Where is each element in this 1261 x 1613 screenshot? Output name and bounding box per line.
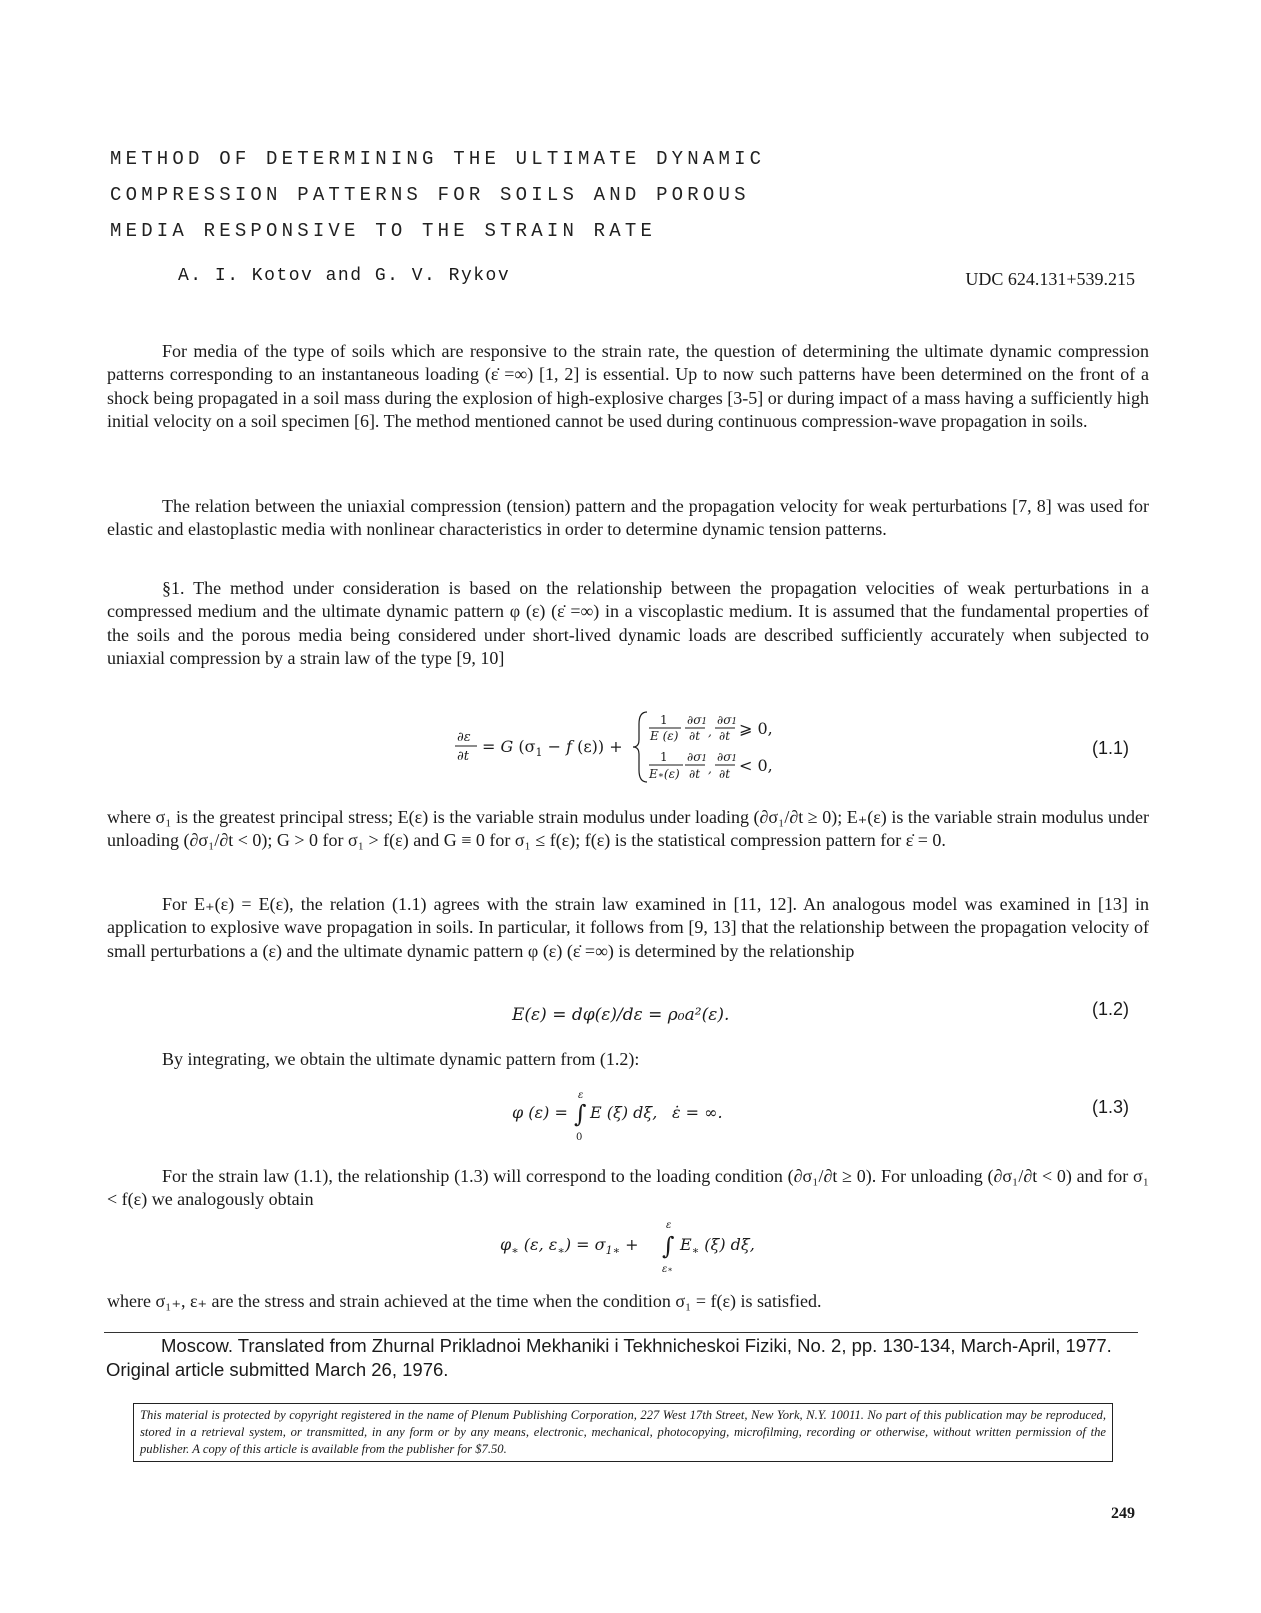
title-line-3: MEDIA RESPONSIVE TO THE STRAIN RATE: [110, 220, 657, 242]
svg-text:∂t: ∂t: [719, 767, 731, 781]
svg-text:< 0,: < 0,: [739, 756, 773, 775]
equation-number-1-2: (1.2): [1091, 999, 1129, 1019]
paragraph-where-sigma-star: where σ₁₊, ε₊ are the stress and strain achieved at the time when the condition σ₁ = f(ε) is satisfied.: [107, 1291, 822, 1311]
title-line-2: COMPRESSION PATTERNS FOR SOILS AND POROUS: [110, 184, 750, 206]
footnote-divider: [104, 1332, 1138, 1333]
copyright-notice: This material is protected by copyright registered in the name of Plenum Publishing Corporation, 227 West 17th Street, New York, N.Y. 10011. No part of this publication may be reproduced, stored in a retrieval system, or transmitted, in any form or by any means, electronic, mechanical, photocopying, microfilming, recording or otherwise, without written permission of the publisher. A copy of this article is available from the publisher for $7.50.: [133, 1403, 1113, 1462]
paragraph-intro: For media of the type of soils which are responsive to the strain rate, the question of determining the ultimate dynamic compression patterns corresponding to an instantaneous loading (ε̇ =∞) [1, 2] is essential. Up to now such patterns have been determined on the front of a shock being propagated in a soil mass during the explosion of high-explosive charges [3-5] or during impact of a mass having a sufficiently high initial velocity on a soil specimen [6]. The method mentioned cannot be used during continuous compression-wave propagation in soils.: [107, 341, 1149, 431]
svg-text:0: 0: [576, 1132, 583, 1143]
svg-text:ε: ε: [578, 1090, 584, 1101]
svg-text:∂ε: ∂ε: [457, 730, 471, 745]
svg-text:∂t: ∂t: [719, 729, 731, 743]
svg-text:E (ε): E (ε): [650, 729, 679, 743]
svg-text:,: ,: [708, 725, 712, 739]
page-number: 249: [1111, 1505, 1135, 1522]
equation-1-3: [512, 1088, 812, 1144]
svg-text:∫: ∫: [574, 1100, 587, 1128]
svg-text:ε̇ = ∞.: ε̇ = ∞.: [672, 1103, 723, 1122]
svg-text:φ (ε) =: φ (ε) =: [512, 1103, 568, 1122]
equation-1-2: E(ε) = dφ(ε)/dε = ρ₀a²(ε).: [512, 1005, 730, 1025]
authors: A. I. Kotov and G. V. Rykov: [178, 266, 511, 286]
svg-text:φ∗ (ε, ε∗) = σ1∗ +: $\varphi_∗$ (ε, $\varepsilon_∗) = \sigma_{1∗}$ +: [500, 1235, 639, 1257]
svg-text:∂σ1: ∂σ1: [687, 713, 708, 727]
svg-text:∂t: ∂t: [689, 767, 701, 781]
paragraph-integrating: By integrating, we obtain the ultimate dynamic pattern from (1.2):: [162, 1049, 640, 1069]
svg-text:E∗(ε): E∗(ε): [649, 767, 680, 781]
paragraph-where-sigma: where σ₁ is the greatest principal stress; E(ε) is the variable strain modulus under loading (∂σ₁/∂t ≥ 0); E₊(ε) is the variable strain modulus under unloading (∂σ₁/∂t < 0); G > 0 for σ₁ > f(ε) and G ≡ 0 for σ₁ ≤ f(ε); f(ε) is the statistical compression pattern for ε̇ = 0.: [107, 807, 1149, 851]
paragraph-strain-law: For the strain law (1.1), the relationship (1.3) will correspond to the loading condition (∂σ₁/∂t ≥ 0). For unloading (∂σ₁/∂t < 0) and for σ₁ < f(ε) we analogously obtain: [107, 1166, 1149, 1210]
svg-text:ε: ε: [666, 1220, 672, 1231]
paragraph-relation: The relation between the uniaxial compression (tension) pattern and the propagation velocity for weak perturbations [7, 8] was used for elastic and elastoplastic media with nonlinear characteristics in order to determine dynamic tension patterns.: [107, 496, 1149, 540]
equation-1-1: [455, 708, 855, 786]
svg-text:,: ,: [708, 762, 712, 776]
svg-text:⩾ 0,: ⩾ 0,: [739, 719, 773, 738]
title-line-1: METHOD OF DETERMINING THE ULTIMATE DYNAMIC: [110, 148, 766, 170]
svg-text:∂σ1: ∂σ1: [717, 750, 738, 764]
svg-text:E∗ (ξ) dξ,: $E_∗$ (ξ) dξ,: [680, 1235, 755, 1257]
paragraph-analogous-model: For E₊(ε) = E(ε), the relation (1.1) agrees with the strain law examined in [11, 12]. An analogous model was examined in [13] in application to explosive wave propagation in soils. In particular, it follows from [9, 13] that the relationship between the propagation velocity of small perturbations a (ε) and the ultimate dynamic pattern φ (ε) (ε̇ =∞) is determined by the relationship: [107, 894, 1149, 961]
equation-unloading: [500, 1218, 800, 1276]
paragraph-section-1: §1. The method under consideration is based on the relationship between the propagation velocities of weak perturbations in a compressed medium and the ultimate dynamic pattern φ (ε) (ε̇ =∞) in a viscoplastic medium. It is assumed that the fundamental properties of the soils and the porous media being considered under short-lived dynamic loads are described sufficiently accurately when subjected to uniaxial compression by a strain law of the type [9, 10]: [107, 578, 1149, 668]
svg-text:∂σ1: ∂σ1: [687, 750, 708, 764]
svg-text:∫: ∫: [662, 1232, 675, 1260]
equation-number-1-3: (1.3): [1091, 1097, 1129, 1117]
svg-text:E (ξ) dξ,: E (ξ) dξ,: [590, 1103, 658, 1122]
footnote-translation: Moscow. Translated from Zhurnal Prikladnoi Mekhaniki i Tekhnicheskoi Fiziki, No. 2, pp. 130-134, March-April, 1977. Original article submitted March 26, 1976.: [106, 1335, 1112, 1380]
equation-number-1-1: (1.1): [1091, 738, 1129, 758]
svg-text:∂t: ∂t: [689, 729, 701, 743]
svg-text:∂t: ∂t: [457, 749, 469, 764]
svg-text:= G (σ1 − f (ε)) +: = G ($\sigma_1 - f$ (ε)) +: [482, 737, 623, 759]
svg-text:ε∗: ε∗: [662, 1264, 673, 1275]
svg-text:∂σ1: ∂σ1: [717, 713, 738, 727]
udc-code: UDC 624.131+539.215: [965, 269, 1135, 289]
svg-text:1: 1: [660, 750, 668, 764]
svg-text:1: 1: [660, 713, 668, 727]
